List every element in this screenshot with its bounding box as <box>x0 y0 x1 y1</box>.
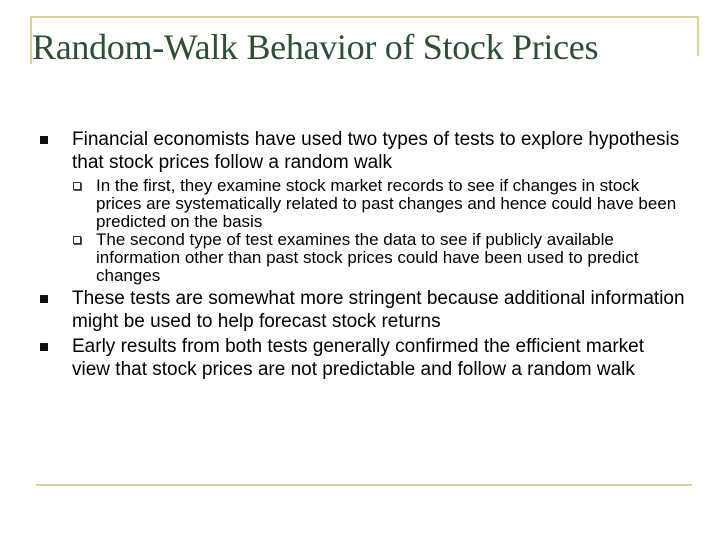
sub-bullet-2-text: The second type of test examines the data to see if publicly available information other than past stock prices could have been used to predict changes <box>96 230 639 285</box>
frame-top-right-tick <box>697 16 699 56</box>
bullet-3 <box>36 335 686 381</box>
bullet-2 <box>36 287 686 333</box>
sub-bullet-2 <box>72 231 686 285</box>
bullet-1-text: Financial economists have used two types of tests to explore hypothesis that stock prices follow a random walk <box>72 129 680 173</box>
bullet-1-subbullets <box>72 177 686 285</box>
slide-title: Random-Walk Behavior of Stock Prices <box>32 27 599 67</box>
square-bullet-icon <box>40 136 48 144</box>
bullet-2-text: These tests are somewhat more stringent because additional information might be used to help forecast stock returns <box>72 288 685 332</box>
sub-bullet-1-text: In the first, they examine stock market records to see if changes in stock prices are systematically related to past changes and hence could have been predicted on the basis <box>96 176 677 231</box>
hollow-square-bullet-icon <box>73 182 81 190</box>
frame-bottom-line <box>36 484 692 486</box>
slide-body <box>36 128 686 381</box>
sub-bullet-1 <box>72 177 686 231</box>
bullet-1 <box>36 128 686 285</box>
square-bullet-icon <box>40 295 48 303</box>
hollow-square-bullet-icon <box>73 236 81 244</box>
frame-top-line <box>30 16 698 18</box>
bullet-3-text: Early results from both tests generally confirmed the efficient market view that stock prices are not predictable and follow a random walk <box>72 336 645 380</box>
square-bullet-icon <box>40 343 48 351</box>
